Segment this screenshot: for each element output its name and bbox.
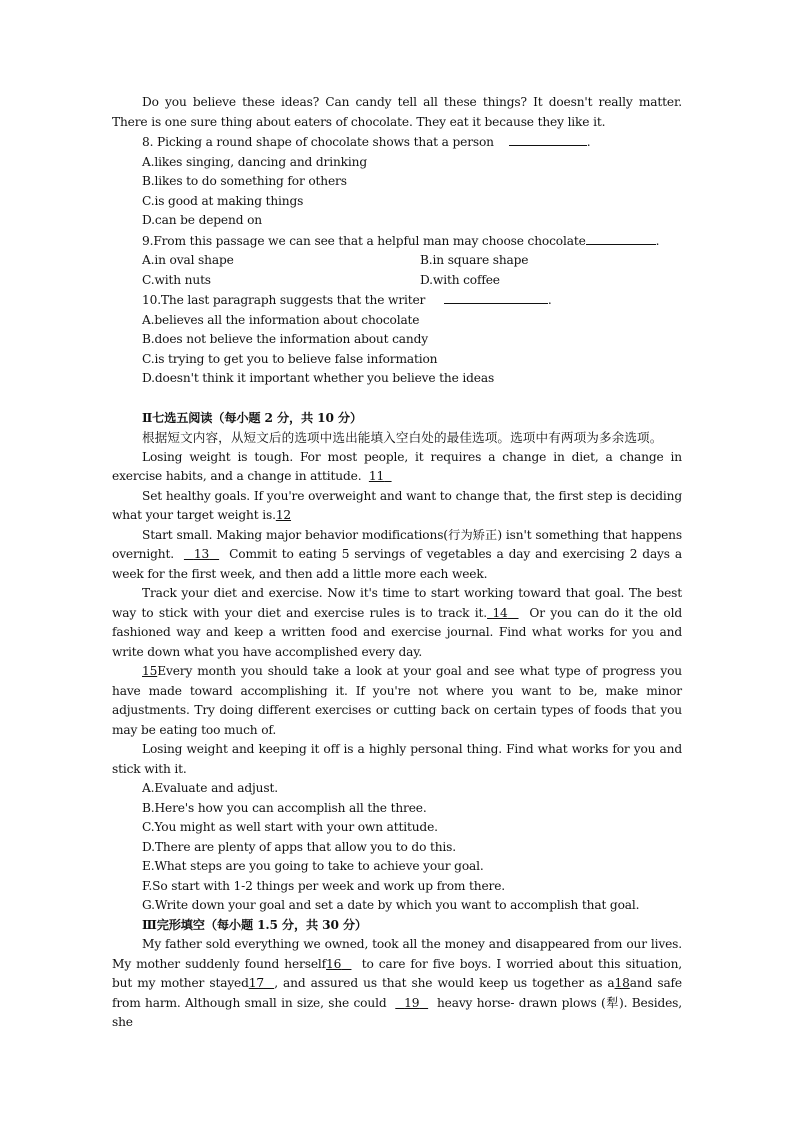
blank-16: 16 <box>326 956 342 971</box>
blank-12: 12 <box>275 508 292 522</box>
blank-15: 15 <box>142 664 158 678</box>
cloze-paragraph: My father sold everything we owned, took all the money and disappeared from our lives. My mother suddenly found herself16 to care for five boys. I worried about this situation, but my mother stayed17 , and assured us that she would keep us together as a18and safe from harm. Although small in size, she could 19 heavy horse- drawn plows (犁). Besides, she <box>112 937 682 1029</box>
q9-option-d: D.with coffee <box>420 272 500 287</box>
document-page <box>112 93 682 1033</box>
s2-option-a: A.Evaluate and adjust. <box>142 781 278 795</box>
passage-paragraph-6: Losing weight and keeping it off is a highly personal thing. Find what works for you and stick with it. <box>112 742 682 776</box>
q10-option-a: A.believes all the information about chocolate <box>142 312 420 327</box>
q8-option-b: B.likes to do something for others <box>142 174 347 188</box>
question-9-stem: 9.From this passage we can see that a helpful man may choose chocolate . <box>112 231 682 252</box>
question-10-stem: 10.The last paragraph suggests that the writer . <box>112 290 682 311</box>
section-2-instruction: 根据短文内容，从短文后的选项中选出能填入空白处的最佳选项。选项中有两项为多余选项。 <box>142 430 663 445</box>
blank-17: 17 <box>248 976 264 990</box>
q9-options-row-2 <box>112 271 682 291</box>
s2-option-d: D.There are plenty of apps that allow you to do this. <box>142 839 457 854</box>
section-2-title: Ⅱ七选五阅读（每小题 2 分，共 10 分） <box>142 410 363 425</box>
intro-paragraph: Do you believe these ideas? Can candy tell all these things? It doesn't really matter. There is one sure thing about eaters of chocolate. They eat it because they like it. <box>112 95 682 129</box>
s2-option-g: G.Write down your goal and set a date by which you want to accomplish that goal. <box>142 898 640 912</box>
passage-paragraph-4: Track your diet and exercise. Now it's time to start working toward that goal. The best way to stick with your diet and exercise rules is to track it. 14 Or you can do it the old fashioned way and keep a written food and exercise journal. Find what works for you and write down what you have accomplished every day. <box>112 586 683 659</box>
blank-18: 18 <box>614 976 630 990</box>
q8-option-c: C.is good at making things <box>142 193 304 208</box>
q10-option-d: D.doesn't think it important whether you believe the ideas <box>142 371 495 385</box>
s2-option-b: B.Here's how you can accomplish all the three. <box>142 800 427 815</box>
q8-option-d: D.can be depend on <box>142 213 262 227</box>
q10-option-b: B.does not believe the information about candy <box>142 332 428 346</box>
section-3-title: Ⅲ完形填空（每小题 1.5 分，共 30 分） <box>142 917 367 932</box>
passage-paragraph-3: Start small. Making major behavior modifications(行为矫正) isn't something that happens overnight. 13 Commit to eating 5 servings of vegetables a day and exercising 2 days a week for the first week, and then add a little more each week. <box>112 527 683 581</box>
q9-option-c: C.with nuts <box>142 272 211 287</box>
q9-option-b: B.in square shape <box>420 253 529 267</box>
q9-option-a: A.in oval shape <box>142 253 234 267</box>
s2-option-e: E.What steps are you going to take to achieve your goal. <box>142 859 484 873</box>
blank-13: 13 <box>193 547 210 561</box>
q10-option-c: C.is trying to get you to believe false information <box>142 351 438 366</box>
passage-paragraph-2: Set healthy goals. If you're overweight and want to change that, the first step is deciding what your target weight is.12 <box>112 488 682 522</box>
passage-paragraph-5: 15Every month you should take a look at your goal and see what type of progress you have made toward accomplishing it. If you're not where you want to be, make minor adjustments. Try doing different exercises or cutting back on certain types of foods that you may be eating too much of. <box>112 664 682 737</box>
blank-19: 19 <box>404 995 420 1010</box>
passage-paragraph-1: Losing weight is tough. For most people, it requires a change in diet, a change in exercise habits, and a change in attitude. 11 <box>112 449 682 483</box>
s2-option-f: F.So start with 1-2 things per week and work up from there. <box>142 878 506 893</box>
blank-11: 11 <box>368 469 385 483</box>
s2-option-c: C.You might as well start with your own attitude. <box>142 820 438 834</box>
q8-option-a: A.likes singing, dancing and drinking <box>142 154 368 169</box>
question-8-stem: 8. Picking a round shape of chocolate shows that a person . <box>112 132 682 153</box>
blank-14: 14 <box>492 605 508 620</box>
q9-options-row-1 <box>112 251 682 271</box>
